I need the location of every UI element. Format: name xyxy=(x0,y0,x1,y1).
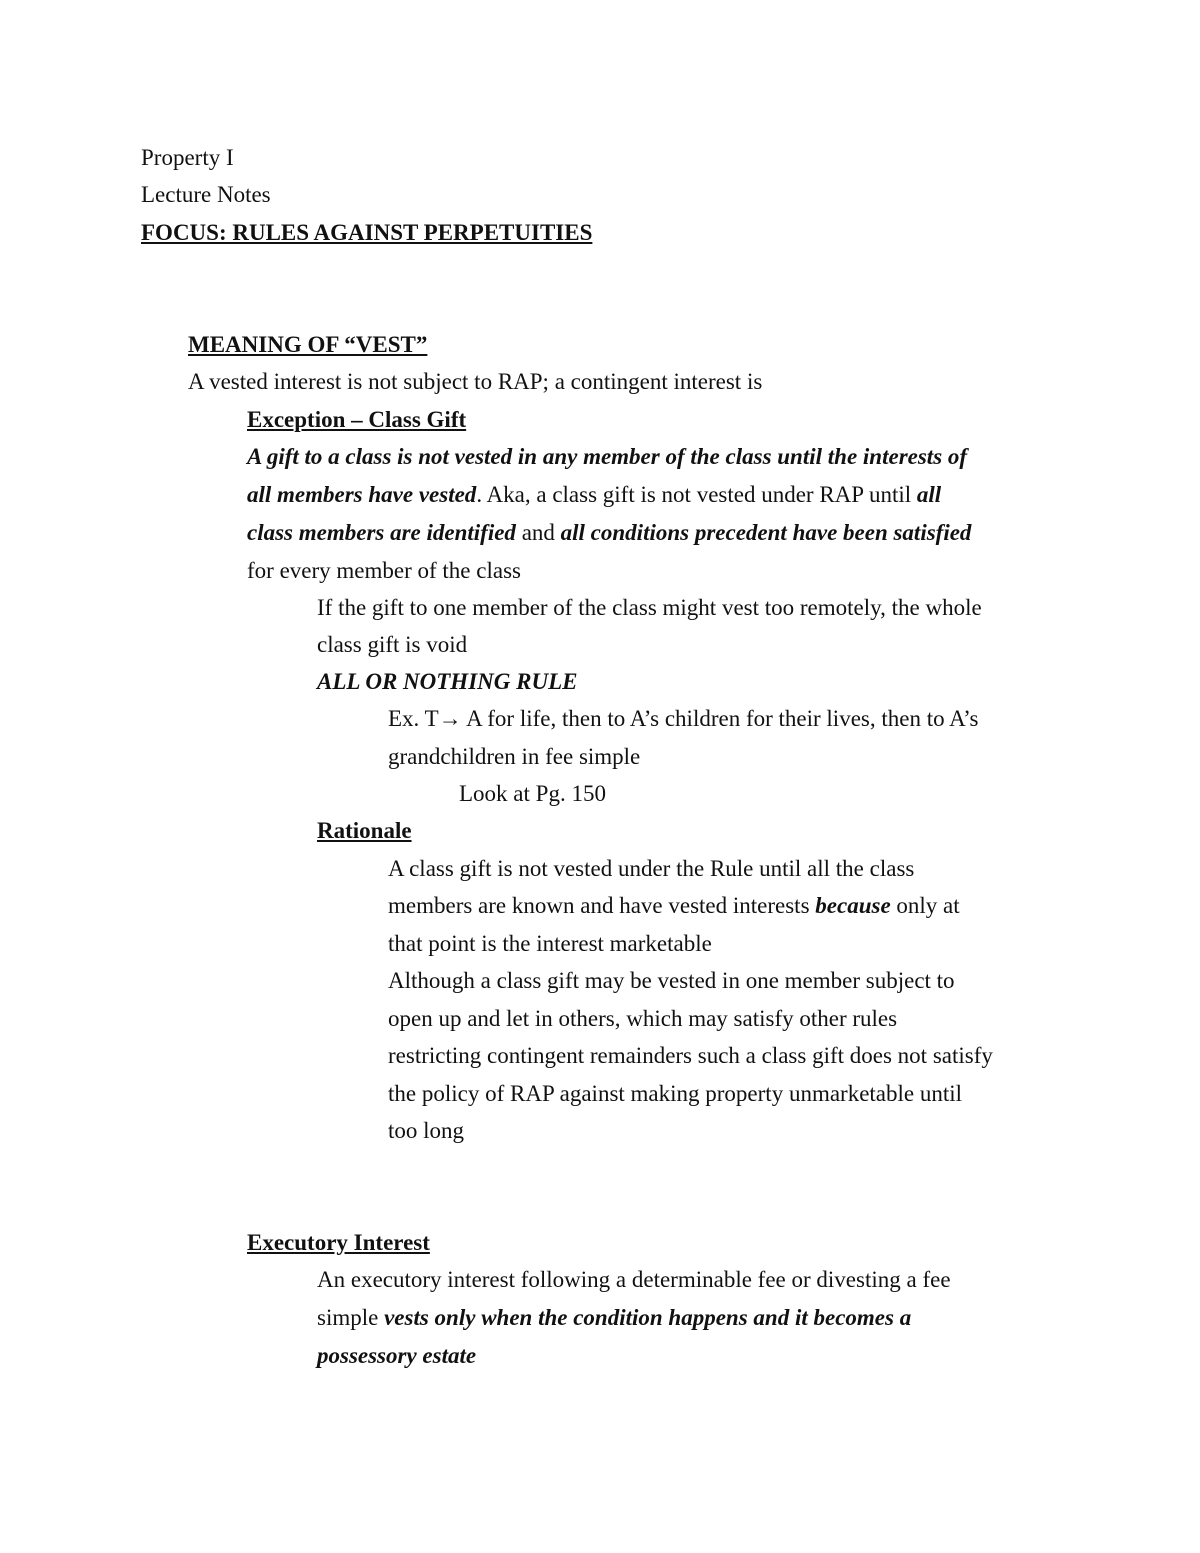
executory-line-3: possessory estate xyxy=(317,1343,477,1368)
example-line-1 xyxy=(388,704,978,734)
executory-line-2 xyxy=(317,1303,911,1333)
class-gift-rule-line-3 xyxy=(247,518,971,548)
remote-vesting-line-1: If the gift to one member of the class might vest too remotely, the whole xyxy=(317,595,982,620)
plain-text: and xyxy=(515,520,561,545)
plain-text: members are known and have vested interests xyxy=(388,893,816,918)
vest-heading: MEANING OF “VEST” xyxy=(188,332,428,357)
class-gift-rule-line-2 xyxy=(247,480,941,510)
rationale-p2-line-4: the policy of RAP against making property unmarketable until xyxy=(388,1081,963,1106)
class-gift-rule-line-1: A gift to a class is not vested in any member of the class until the interests of xyxy=(247,444,968,469)
course-title: Property I xyxy=(141,145,234,170)
exception-heading: Exception – Class Gift xyxy=(247,407,467,432)
focus-heading: FOCUS: RULES AGAINST PERPETUITIES xyxy=(141,220,593,245)
class-gift-rule-line-4: for every member of the class xyxy=(247,558,521,583)
plain-text: only at xyxy=(890,893,960,918)
emphasis-text: because xyxy=(815,893,891,918)
arrow-icon: → xyxy=(438,706,462,731)
rationale-p2-line-5: too long xyxy=(388,1118,465,1143)
rationale-heading: Rationale xyxy=(317,818,412,843)
rationale-p2-line-2: open up and let in others, which may satisfy other rules xyxy=(388,1006,898,1031)
page-reference: Look at Pg. 150 xyxy=(459,781,606,806)
plain-text: . Aka, a class gift is not vested under RAP until xyxy=(476,482,917,507)
plain-text: Ex. T xyxy=(388,706,439,731)
executory-line-1: An executory interest following a determinable fee or divesting a fee xyxy=(317,1267,951,1292)
all-or-nothing-rule: ALL OR NOTHING RULE xyxy=(317,669,578,694)
notes-subtitle: Lecture Notes xyxy=(141,182,271,207)
plain-text: A for life, then to A’s children for their lives, then to A’s xyxy=(461,706,979,731)
rationale-p1-line-2 xyxy=(388,891,960,921)
plain-text: simple xyxy=(317,1305,385,1330)
rationale-p2-line-1: Although a class gift may be vested in one member subject to xyxy=(388,968,955,993)
vest-intro: A vested interest is not subject to RAP; a contingent interest is xyxy=(188,369,763,394)
executory-heading: Executory Interest xyxy=(247,1230,430,1255)
rationale-p2-line-3: restricting contingent remainders such a class gift does not satisfy xyxy=(388,1043,993,1068)
emphasis-text: all conditions precedent have been satisfied xyxy=(560,520,972,545)
emphasis-text: class members are identified xyxy=(247,520,516,545)
rationale-p1-line-3: that point is the interest marketable xyxy=(388,931,712,956)
rationale-p1-line-1: A class gift is not vested under the Rule until all the class xyxy=(388,856,915,881)
emphasis-text: all xyxy=(916,482,942,507)
emphasis-text: vests only when the condition happens and it becomes a xyxy=(384,1305,912,1330)
example-line-2: grandchildren in fee simple xyxy=(388,744,641,769)
remote-vesting-line-2: class gift is void xyxy=(317,632,468,657)
emphasis-text: all members have vested xyxy=(247,482,477,507)
